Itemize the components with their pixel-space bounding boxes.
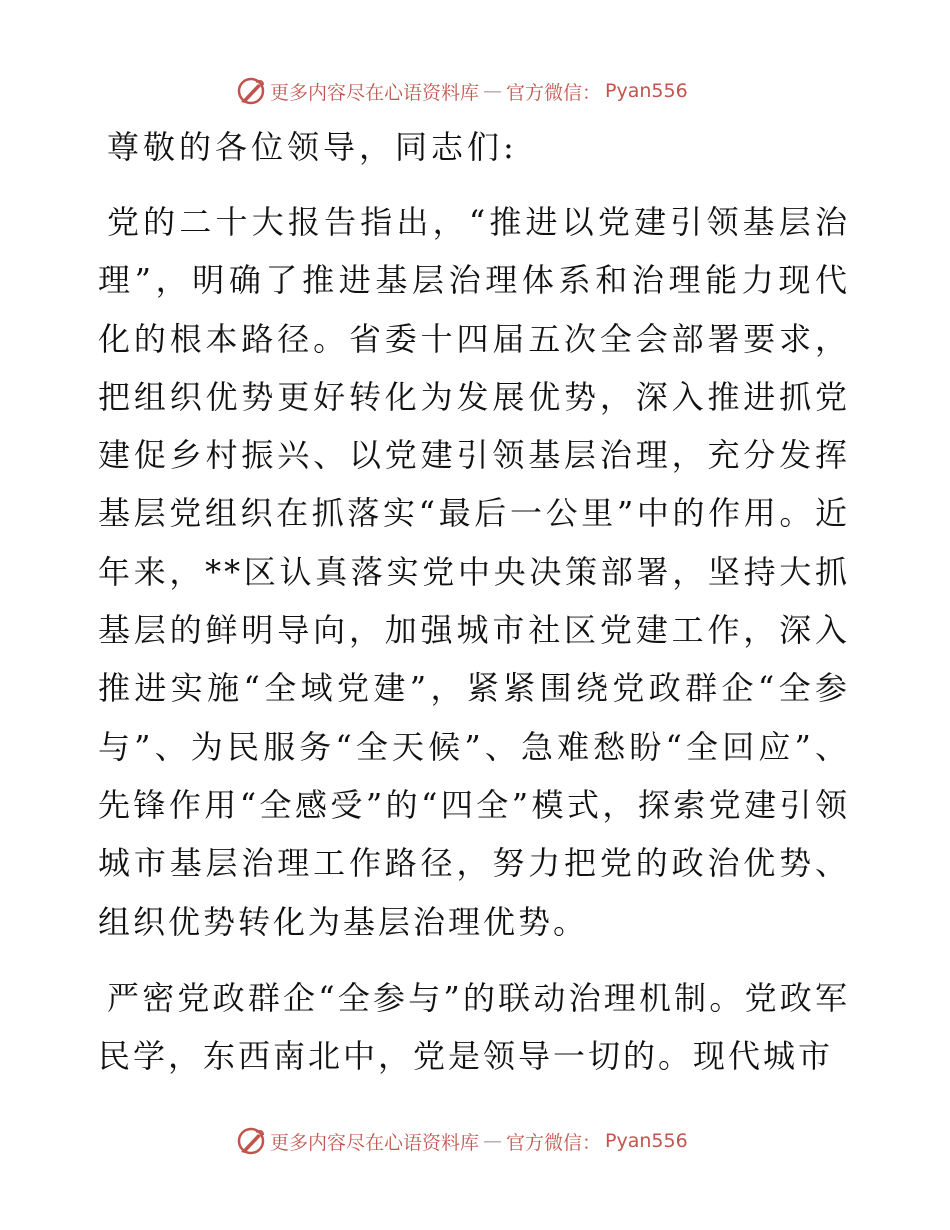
paragraph-1: 党的二十大报告指出，“推进以党建引领基层治理”，明确了推进基层治理体系和治理能力现代化的根本路径。省委十四届五次全会部署要求，把组织优势更好转化为发展优势，深入推进抓党建促乡村振兴、以党建引领基层治理，充分发挥基层党组织在抓落实“最后一公里”中的作用。近年来，**区认真落实党中央决策部署，坚持大抓基层的鲜明导向，加强城市社区党建工作，深入推进实施“全域党建”，紧紧围绕党政群企“全参与”、为民服务“全天候”、急难愁盼“全回应”、先锋作用“全感受”的“四全”模式，探索党建引领城市基层治理工作路径，努力把党的政治优势、组织优势转化为基层治理优势。 [98, 203, 850, 941]
watermark-prefix: 更多内容尽在心语资料库 [270, 81, 480, 104]
watermark-official: 官方微信： [506, 1131, 602, 1154]
header-watermark [236, 74, 688, 108]
watermark-account: Pyan556 [605, 1130, 688, 1152]
watermark-prefix: 更多内容尽在心语资料库 [270, 1131, 480, 1154]
quill-pen-logo-icon [236, 1126, 266, 1156]
quill-pen-logo-icon [236, 76, 266, 106]
watermark-account: Pyan556 [605, 80, 688, 102]
watermark-separator: — [483, 1130, 503, 1152]
footer-watermark [236, 1124, 688, 1158]
paragraph-2: 严密党政群企“全参与”的联动治理机制。党政军民学，东西南北中，党是领导一切的。现代城市 [98, 979, 850, 1076]
watermark-separator: — [483, 80, 503, 102]
watermark-official: 官方微信： [506, 81, 602, 104]
greeting: 尊敬的各位领导，同志们: [107, 128, 518, 166]
